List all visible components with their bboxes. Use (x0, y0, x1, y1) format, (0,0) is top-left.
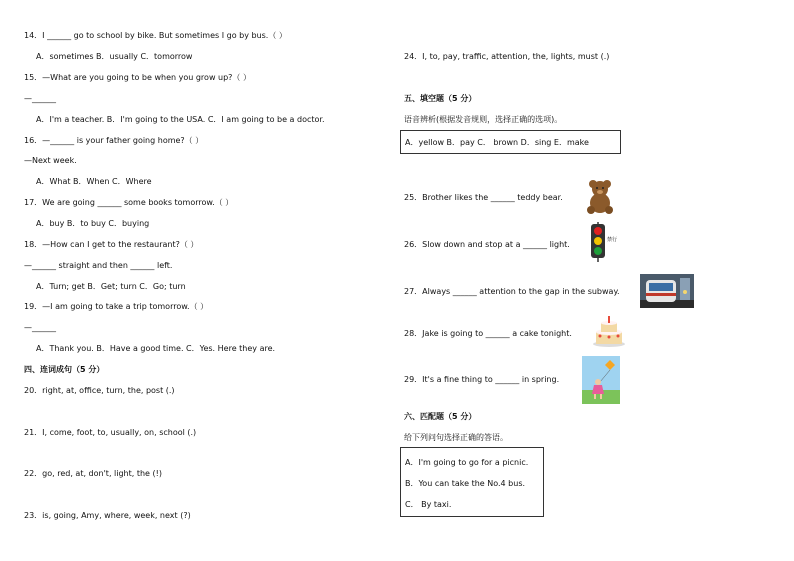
match-options-box (400, 447, 544, 517)
section-6-instructions: 给下列问句选择正确的答语。 (404, 433, 508, 442)
question-23: 23．is, going, Amy, where, week, next (?) (24, 511, 191, 520)
cake-icon (592, 314, 626, 348)
kite-girl-spring-icon (582, 356, 620, 404)
options-box (400, 130, 621, 154)
question-20: 20．right, at, office, turn, the, post (.) (24, 386, 175, 395)
question-14: 14．I ______ go to school by bike. But sometimes I go by bus.（ ） (24, 31, 287, 40)
question-25: 25．Brother likes the ______ teddy bear. (404, 193, 563, 202)
question-19-answer-line: —______ (24, 323, 56, 332)
subway-icon (640, 274, 694, 308)
question-18: 18．—How can I get to the restaurant?（ ） (24, 240, 199, 249)
question-14-options: A．sometimes B．usually C．tomorrow (36, 52, 193, 61)
question-22: 22．go, red, at, don't, light, the (!) (24, 469, 162, 478)
question-17: 17．We are going ______ some books tomorrow.（ ） (24, 198, 234, 207)
question-24: 24．I, to, pay, traffic, attention, the, lights, must (.) (404, 52, 610, 61)
match-option-a: A．I'm going to go for a picnic. (405, 458, 529, 467)
match-option-c: C． By taxi. (405, 500, 452, 509)
question-18-options: A．Turn; get B．Get; turn C．Go; turn (36, 282, 186, 291)
question-16-options: A．What B．When C．Where (36, 177, 152, 186)
question-19: 19．—I am going to take a trip tomorrow.（ ） (24, 302, 209, 311)
question-15-options: A．I'm a teacher. B．I'm going to the USA. C．I am going to be a doctor. (36, 115, 325, 124)
question-19-options: A．Thank you. B．Have a good time. C．Yes. Here they are. (36, 344, 276, 353)
question-15-answer-line: —______ (24, 94, 56, 103)
question-28: 28．Jake is going to ______ a cake tonight. (404, 329, 572, 338)
options-box-text: A．yellow B．pay C． brown D．sing E．make (405, 138, 589, 147)
section-5-instructions: 语音辨析(根据发音规则，选择正确的选项)。 (404, 115, 563, 124)
section-4-title: 四、连词成句（5 分） (24, 365, 105, 374)
question-21: 21．I, come, foot, to, usually, on, school (.) (24, 428, 197, 437)
question-18-answer-line: —______ straight and then ______ left. (24, 261, 173, 270)
teddy-bear-icon (585, 178, 615, 214)
question-17-options: A．buy B．to buy C．buying (36, 219, 150, 228)
traffic-light-image (587, 222, 623, 262)
question-26: 26．Slow down and stop at a ______ light. (404, 240, 570, 249)
question-16: 16．—______ is your father going home?（ ） (24, 136, 204, 145)
match-option-b: B．You can take the No.4 bus. (405, 479, 526, 488)
question-29: 29．It's a fine thing to ______ in spring. (404, 375, 560, 384)
question-15: 15．—What are you going to be when you grow up?（ ） (24, 73, 251, 82)
question-16-dialog: —Next week. (24, 156, 77, 165)
traffic-light-icon (587, 222, 623, 262)
question-27: 27．Always ______ attention to the gap in the subway. (404, 287, 620, 296)
section-6-title: 六、匹配题（5 分） (404, 412, 477, 421)
traffic-light-label: 禁行 (607, 237, 618, 243)
section-5-title: 五、填空题（5 分） (404, 94, 477, 103)
